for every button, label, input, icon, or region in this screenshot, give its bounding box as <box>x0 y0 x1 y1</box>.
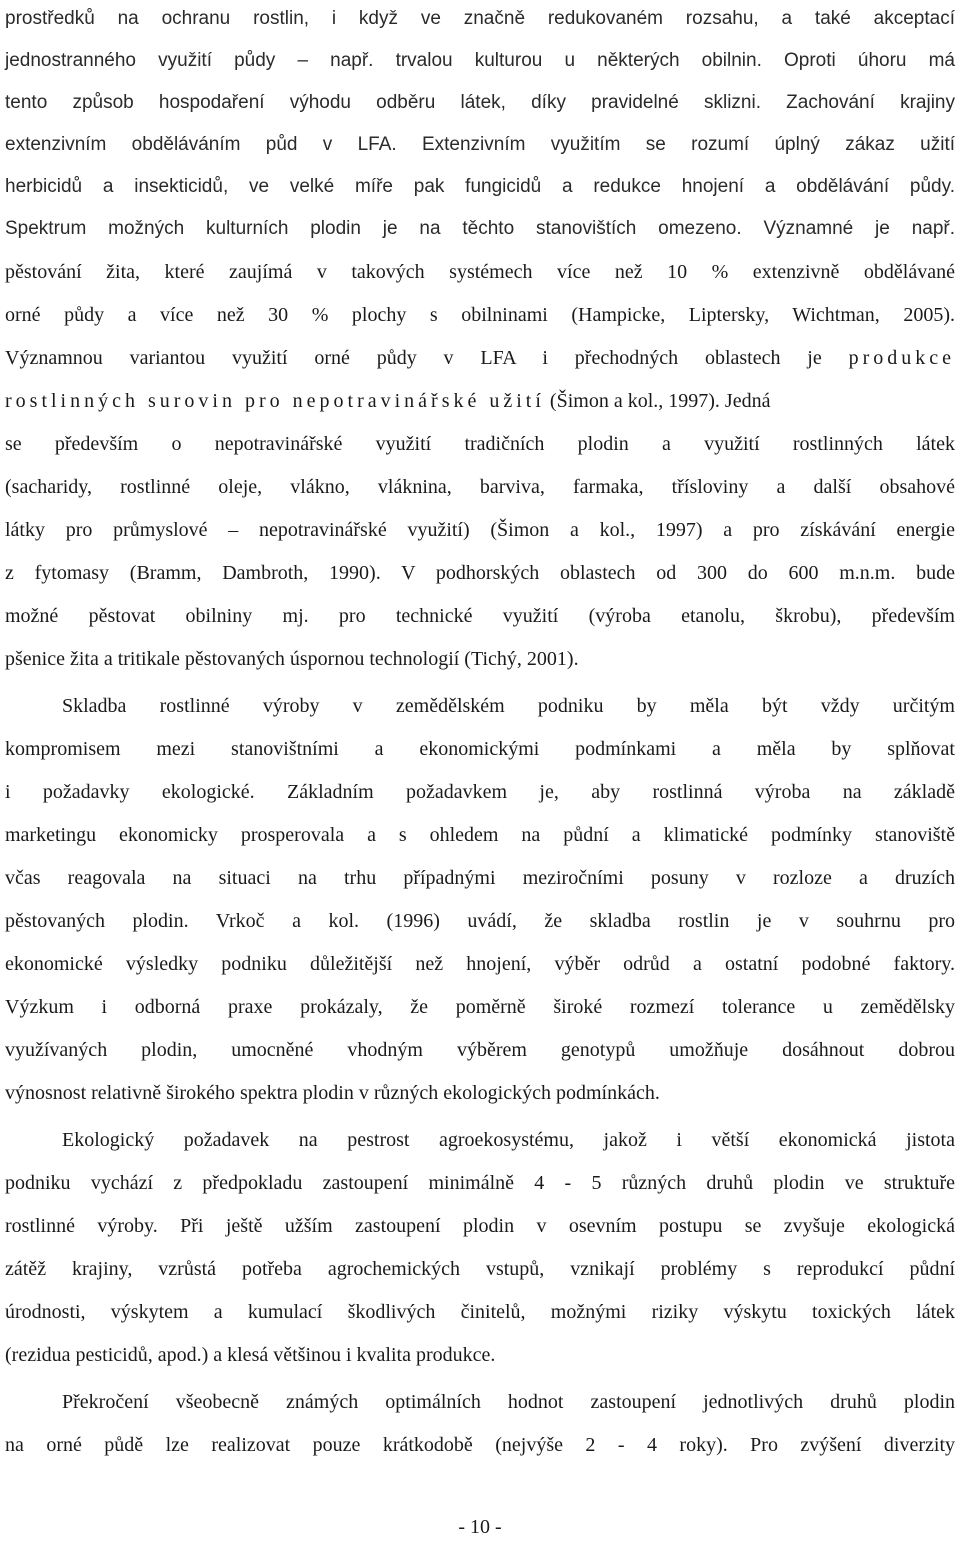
text-line: rostlinné výroby. Při ještě užším zastoupení plodin v osevním postupu se zvyšuje ekologická <box>5 1215 955 1237</box>
text-line: ekonomické výsledky podniku důležitější než hnojení, výběr odrůd a ostatní podobné faktory. <box>5 953 955 975</box>
text-line: pěstování žita, které zaujímá v takových systémech více než 10 % extenzivně obdělávané <box>5 261 955 283</box>
spaced-emphasis: produkce <box>848 347 955 369</box>
text-line: kompromisem mezi stanovištními a ekonomickými podmínkami a měla by splňovat <box>5 738 955 760</box>
text-line: z fytomasy (Bramm, Dambroth, 1990). V podhorských oblastech od 300 do 600 m.n.m. bude <box>5 562 955 584</box>
text-line: Spektrum možných kulturních plodin je na těchto stanovištích omezeno. Významné je např. <box>5 218 955 239</box>
text-line: pěstovaných plodin. Vrkoč a kol. (1996) uvádí, že skladba rostlin je v souhrnu pro <box>5 910 955 932</box>
text-line: i požadavky ekologické. Základním požadavkem je, aby rostlinná výroba na základě <box>5 781 955 803</box>
text-line: výnosnost relativně širokého spektra plodin v různých ekologických podmínkách. <box>5 1082 660 1104</box>
text-line: možné pěstovat obilniny mj. pro technické využití (výroba etanolu, škrobu), především <box>5 605 955 627</box>
text-line: včas reagovala na situaci na trhu případnými meziročními posuny v rozloze a druzích <box>5 867 955 889</box>
text-line: úrodnosti, výskytem a kumulací škodlivých činitelů, možnými riziky výskytu toxických látek <box>5 1301 955 1323</box>
text-line: jednostranného využití půdy – např. trvalou kulturou u některých obilnin. Oproti úhoru má <box>5 50 955 71</box>
text-line: na orné půdě lze realizovat pouze krátkodobě (nejvýše 2 - 4 roky). Pro zvýšení diverzity <box>5 1434 955 1456</box>
text-line: pšenice žita a tritikale pěstovaných úspornou technologií (Tichý, 2001). <box>5 648 579 670</box>
paragraph-first-line: Skladba rostlinné výroby v zemědělském podniku by měla být vždy určitým <box>62 695 955 717</box>
text-line: se především o nepotravinářské využití tradičních plodin a využití rostlinných látek <box>5 433 955 455</box>
text-line: tento způsob hospodaření výhodu odběru látek, díky pravidelné sklizni. Zachování krajiny <box>5 92 955 113</box>
text-line: Výzkum i odborná praxe prokázaly, že poměrně široké rozmezí tolerance u zemědělsky <box>5 996 955 1018</box>
spaced-emphasis: rostlinných surovin pro nepotravinářské užití <box>5 390 545 412</box>
paragraph-first-line: Překročení všeobecně známých optimálních hodnot zastoupení jednotlivých druhů plodin <box>62 1391 955 1413</box>
text-line: (rezidua pesticidů, apod.) a klesá většinou i kvalita produkce. <box>5 1344 496 1366</box>
text-line: (sacharidy, rostlinné oleje, vlákno, vláknina, barviva, farmaka, třísloviny a další obsahové <box>5 476 955 498</box>
text-line <box>5 386 955 416</box>
text-line <box>5 343 955 373</box>
text-line: zátěž krajiny, vzrůstá potřeba agrochemických vstupů, vznikají problémy s reprodukcí půdní <box>5 1258 955 1280</box>
text-line: marketingu ekonomicky prosperovala a s ohledem na půdní a klimatické podmínky stanoviště <box>5 824 955 846</box>
text-segment: Významnou variantou využití orné půdy v LFA i přechodných oblastech je <box>5 347 849 369</box>
text-line: orné půdy a více než 30 % plochy s obilninami (Hampicke, Liptersky, Wichtman, 2005). <box>5 304 955 326</box>
paragraph-first-line: Ekologický požadavek na pestrost agroekosystému, jakož i větší ekonomická jistota <box>62 1129 955 1151</box>
text-line: podniku vychází z předpokladu zastoupení minimálně 4 - 5 různých druhů plodin ve struktuře <box>5 1172 955 1194</box>
text-line: využívaných plodin, umocněné vhodným výběrem genotypů umožňuje dosáhnout dobrou <box>5 1039 955 1061</box>
text-line: herbicidů a insekticidů, ve velké míře pak fungicidů a redukce hnojení a obdělávání půdy. <box>5 176 955 197</box>
page-number: - 10 - <box>458 1516 502 1538</box>
text-segment: (Šimon a kol., 1997). Jedná <box>544 390 771 412</box>
text-line: prostředků na ochranu rostlin, i když ve značně redukovaném rozsahu, a také akceptací <box>5 8 955 29</box>
text-line: extenzivním obděláváním půd v LFA. Extenzivním využitím se rozumí úplný zákaz užití <box>5 134 955 155</box>
text-line: látky pro průmyslové – nepotravinářské využití) (Šimon a kol., 1997) a pro získávání energie <box>5 519 955 541</box>
